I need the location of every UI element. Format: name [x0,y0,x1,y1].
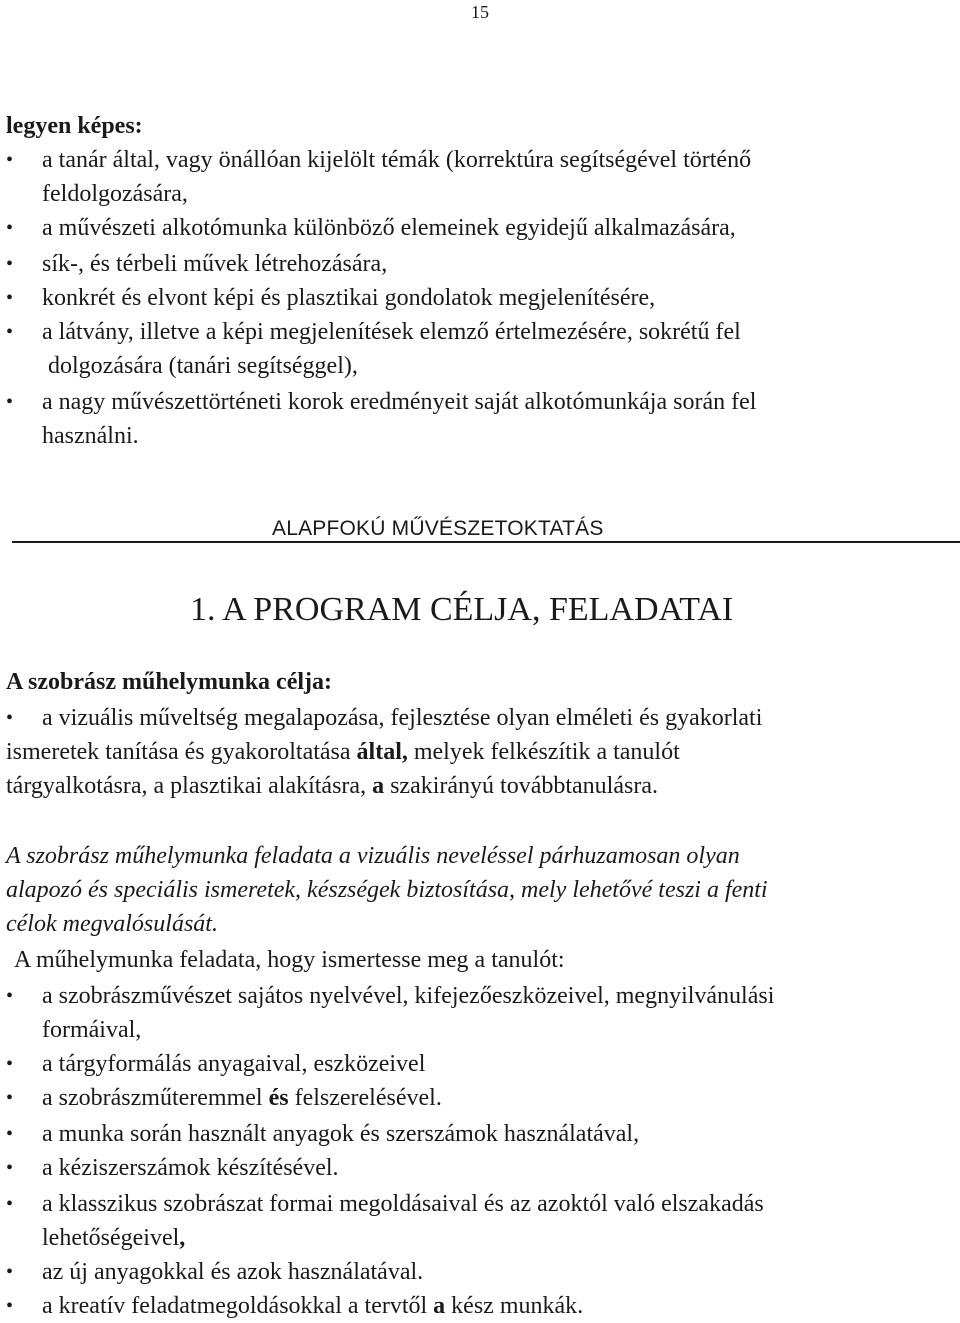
list-item-text: a munka során használt anyagok és szerszámok használatával, [42,1121,640,1147]
section-divider [12,541,960,543]
list-item-text: sík-, és térbeli művek létrehozására, [42,251,388,277]
list-item-text: a tanár által, vagy önállóan kijelölt témák (korrektúra segítségével történő [42,147,752,173]
list-item-text: a szobrászműteremmel és felszerelésével. [42,1085,442,1111]
list-item-text: a kéziszerszámok készítésével. [42,1155,339,1181]
program-title: 1. A PROGRAM CÉLJA, FELADATAI [190,591,734,628]
list-item-text: a látvány, illetve a képi megjelenítések elemző értelmezésére, sokrétű fel [42,319,741,345]
bullet-icon: • [6,1053,14,1075]
list-item-text: formáival, [42,1017,142,1043]
bullet-icon: • [6,1087,14,1109]
goal-heading: A szobrász műhelymunka célja: [6,669,332,695]
list-item-text: a kreatív feladatmegoldásokkal a tervtől a kész munkák. [42,1293,584,1319]
bullet-icon: • [6,1157,14,1179]
list-item-text: a művészeti alkotómunka különböző elemeinek egyidejű alkalmazására, [42,215,736,241]
bullet-icon: • [6,707,14,729]
bullet-icon: • [6,149,14,171]
bullet-icon: • [6,1123,14,1145]
list-item-text: használni. [42,423,139,449]
list-item-text: dolgozására (tanári segítséggel), [48,353,358,379]
bullet-icon: • [6,1295,14,1317]
workshop-intro: A műhelymunka feladata, hogy ismertesse meg a tanulót: [14,947,565,973]
goal-text: ismeretek tanítása és gyakoroltatása által, melyek felkészítik a tanulót [6,739,680,765]
bullet-icon: • [6,985,14,1007]
bullet-icon: • [6,391,14,413]
goal-text: a vizuális műveltség megalapozása, fejlesztése olyan elméleti és gyakorlati [42,705,763,731]
task-paragraph: alapozó és speciális ismeretek, készségek biztosítása, mely lehetővé teszi a fenti [6,877,768,903]
bullet-icon: • [6,1193,14,1215]
task-paragraph: célok megvalósulását. [6,911,218,937]
bullet-icon: • [6,287,14,309]
bullet-icon: • [6,321,14,343]
list-item-text: konkrét és elvont képi és plasztikai gondolatok megjelenítésére, [42,285,656,311]
list-item-text: a tárgyformálás anyagaival, eszközeivel [42,1051,426,1077]
section-heading: legyen képes: [6,113,143,139]
list-item-text: a nagy művészettörténeti korok eredményeit saját alkotómunkája során fel [42,389,757,415]
bullet-icon: • [6,1261,14,1283]
section-label: ALAPFOKÚ MŰVÉSZETOKTATÁS [272,517,604,540]
bullet-icon: • [6,253,14,275]
list-item-text: feldolgozására, [42,181,188,207]
goal-text: tárgyalkotásra, a plasztikai alakításra, a szakirányú továbbtanulásra. [6,773,658,799]
task-paragraph: A szobrász műhelymunka feladata a vizuális neveléssel párhuzamosan olyan [6,843,740,869]
page-number: 15 [471,2,489,22]
list-item-text: lehetőségeivel, [42,1225,186,1251]
list-item-text: a szobrászművészet sajátos nyelvével, kifejezőeszközeivel, megnyilvánulási [42,983,775,1009]
list-item-text: az új anyagokkal és azok használatával. [42,1259,424,1285]
list-item-text: a klasszikus szobrászat formai megoldásaival és az azoktól való elszakadás [42,1191,764,1217]
bullet-icon: • [6,217,14,239]
